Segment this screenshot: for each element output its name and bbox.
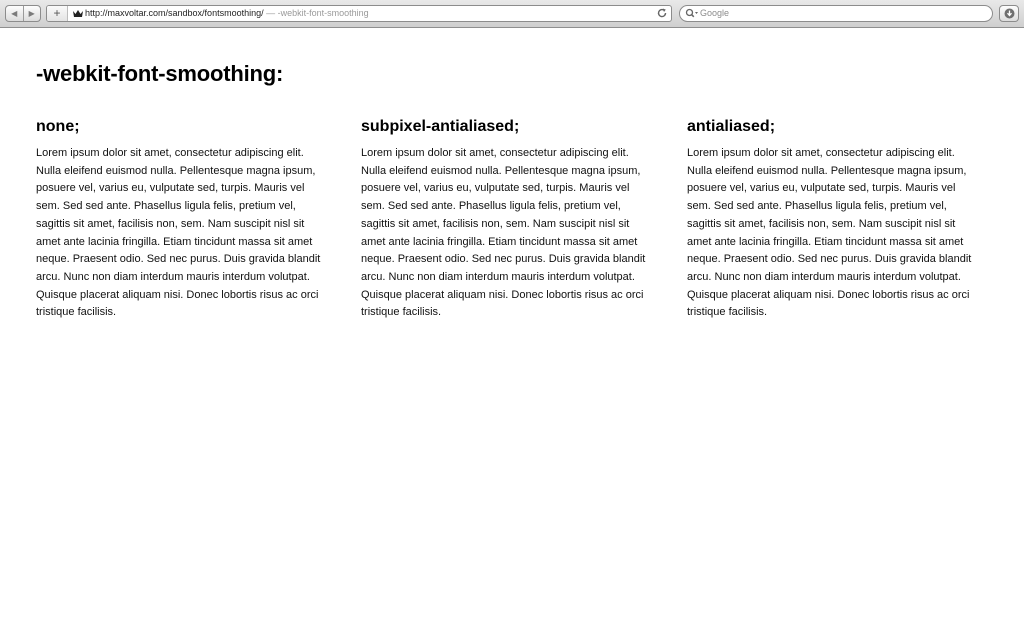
downloads-button[interactable] (999, 5, 1019, 22)
column-title: antialiased; (687, 118, 776, 135)
url-text[interactable] (85, 6, 369, 21)
reload-icon[interactable] (656, 7, 668, 19)
back-arrow-icon: ◀ (11, 8, 18, 18)
column-title: subpixel-antialiased; (361, 118, 520, 135)
back-forward-buttons (5, 5, 41, 22)
page-heading: -webkit-font-smoothing: (36, 61, 284, 86)
column-antialiased (687, 117, 977, 322)
back-button[interactable] (6, 6, 23, 21)
add-bookmark-button[interactable] (47, 6, 68, 21)
column-none (36, 117, 326, 322)
site-favicon-icon (73, 9, 83, 18)
address-bar[interactable] (46, 5, 672, 22)
column-title: none; (36, 118, 80, 135)
search-field[interactable] (679, 5, 993, 22)
search-icon[interactable] (685, 8, 699, 19)
column-body: Lorem ipsum dolor sit amet, consectetur adipiscing elit. Nulla eleifend euismod nulla. Pellentesque magna ipsum, posuere vel, varius eu, vulputate sed, turpis. Mauris vel sem. Sed sed ante. Phasellus ligula felis, pretium vel, sagittis sit amet, facilisis non, sem. Nam suscipit nisl sit amet ante lacinia fringilla. Etiam tincidunt massa sit amet neque. Praesent odio. Sed nec purus. Duis gravida blandit arcu. Nunc non diam interdum mauris interdum volutpat. Quisque placerat aliquam nisi. Donec lobortis risus ac orci tristique facilisis. (36, 147, 321, 319)
download-icon (1004, 8, 1015, 19)
column-body: Lorem ipsum dolor sit amet, consectetur adipiscing elit. Nulla eleifend euismod nulla. Pellentesque magna ipsum, posuere vel, varius eu, vulputate sed, turpis. Mauris vel sem. Sed sed ante. Phasellus ligula felis, pretium vel, sagittis sit amet, facilisis non, sem. Nam suscipit nisl sit amet ante lacinia fringilla. Etiam tincidunt massa sit amet neque. Praesent odio. Sed nec purus. Duis gravida blandit arcu. Nunc non diam interdum mauris interdum volutpat. Quisque placerat aliquam nisi. Donec lobortis risus ac orci tristique facilisis. (361, 147, 646, 319)
page-content (36, 60, 996, 319)
column-subpixel-antialiased (361, 117, 651, 322)
search-placeholder: Google (700, 8, 730, 18)
plus-icon: + (53, 6, 61, 20)
url: http://maxvoltar.com/sandbox/fontsmoothing/ (85, 8, 264, 18)
forward-button[interactable] (23, 6, 41, 21)
forward-arrow-icon: ▶ (28, 8, 35, 18)
browser-toolbar (0, 0, 1024, 28)
column-body: Lorem ipsum dolor sit amet, consectetur adipiscing elit. Nulla eleifend euismod nulla. Pellentesque magna ipsum, posuere vel, varius eu, vulputate sed, turpis. Mauris vel sem. Sed sed ante. Phasellus ligula felis, pretium vel, sagittis sit amet, facilisis non, sem. Nam suscipit nisl sit amet ante lacinia fringilla. Etiam tincidunt massa sit amet neque. Praesent odio. Sed nec purus. Duis gravida blandit arcu. Nunc non diam interdum mauris interdum volutpat. Quisque placerat aliquam nisi. Donec lobortis risus ac orci tristique facilisis. (687, 147, 972, 319)
page-title-text: — -webkit-font-smoothing (263, 8, 369, 18)
